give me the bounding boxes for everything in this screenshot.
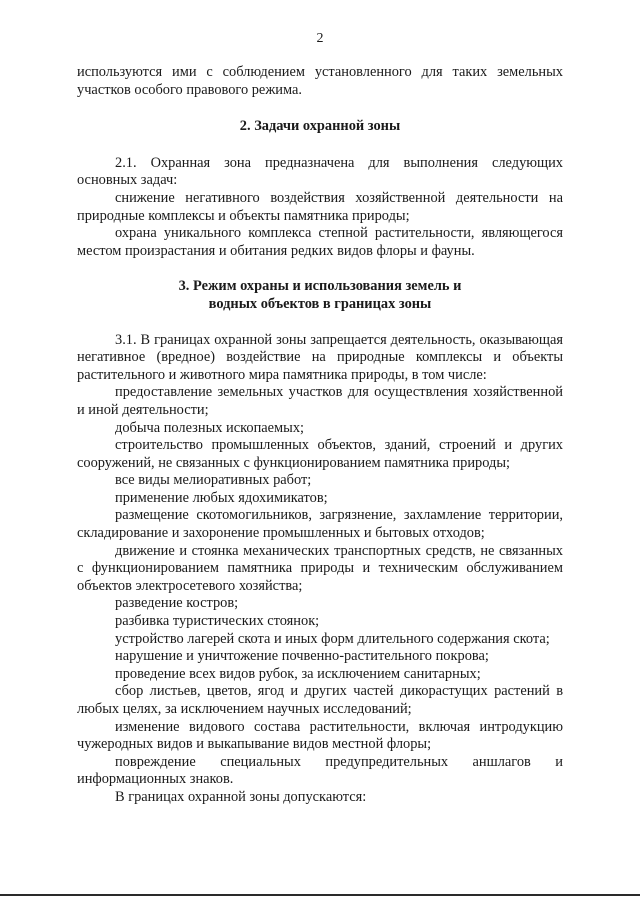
prohibited-item: все виды мелиоративных работ; [115, 472, 312, 489]
prohibited-item: изменение видового состава растительности, включая интродукцию чужеродных видов и выкапывание видов местной флоры; [77, 718, 563, 753]
prohibited-item: сбор листьев, цветов, ягод и других частей дикорастущих растений в любых целях, за исключением научных исследований; [77, 683, 563, 717]
permitted-intro: В границах охранной зоны допускаются: [115, 788, 367, 805]
prohibited-item: повреждение специальных предупредительных аншлагов и информационных знаков. [77, 753, 563, 788]
prohibited-item: устройство лагерей скота и иных форм длительного содержания скота; [115, 630, 550, 647]
prohibited-item: проведение всех видов рубок, за исключением санитарных; [115, 665, 481, 682]
section-3-heading-line-1: 3. Режим охраны и использования земель и [178, 278, 462, 295]
prohibited-item: применение любых ядохимикатов; [115, 489, 328, 506]
document-body [77, 64, 563, 807]
section-2-paragraph: снижение негативного воздействия хозяйственной деятельности на природные комплексы и объекты памятника природы; [77, 189, 563, 224]
prohibited-item: строительство промышленных объектов, зданий, строений и других сооружений, не связанных с функционированием памятника природы; [77, 437, 563, 471]
prohibited-item: добыча полезных ископаемых; [115, 419, 305, 436]
page-number: 2 [316, 31, 324, 46]
section-2-paragraph: 2.1. Охранная зона предназначена для выполнения следующих основных задач: [77, 154, 563, 189]
prohibited-item: нарушение и уничтожение почвенно-растительного покрова; [115, 648, 489, 665]
intro-paragraph: используются ими с соблюдением установленного для таких земельных участков особого правового режима. [77, 64, 563, 98]
section-2-heading: 2. Задачи охранной зоны [239, 118, 401, 135]
prohibited-item: разбивка туристических стоянок; [115, 613, 320, 630]
prohibited-item: предоставление земельных участков для осуществления хозяйственной и иной деятельности; [77, 384, 563, 418]
section-2-paragraph: охрана уникального комплекса степной растительности, являющегося местом произрастания и обитания редких видов флоры и фауны. [77, 225, 563, 259]
section-3-heading [77, 278, 563, 313]
section-3-paragraph: 3.1. В границах охранной зоны запрещается деятельность, оказывающая негативное (вредное) воздействие на природные комплексы и объекты растительного и животного мира памятника природы, в том числе: [77, 331, 563, 383]
prohibited-item: движение и стоянка механических транспортных средств, не связанных с функционированием памятника природы и техническим обслуживанием объектов электросетевого хозяйства; [77, 542, 563, 594]
prohibited-item: размещение скотомогильников, загрязнение, захламление территории, складирование и захоронение промышленных и бытовых отходов; [77, 507, 563, 542]
prohibited-item: разведение костров; [115, 595, 239, 612]
section-3-heading-line-2: водных объектов в границах зоны [208, 295, 432, 312]
page-bottom-rule [0, 894, 640, 896]
